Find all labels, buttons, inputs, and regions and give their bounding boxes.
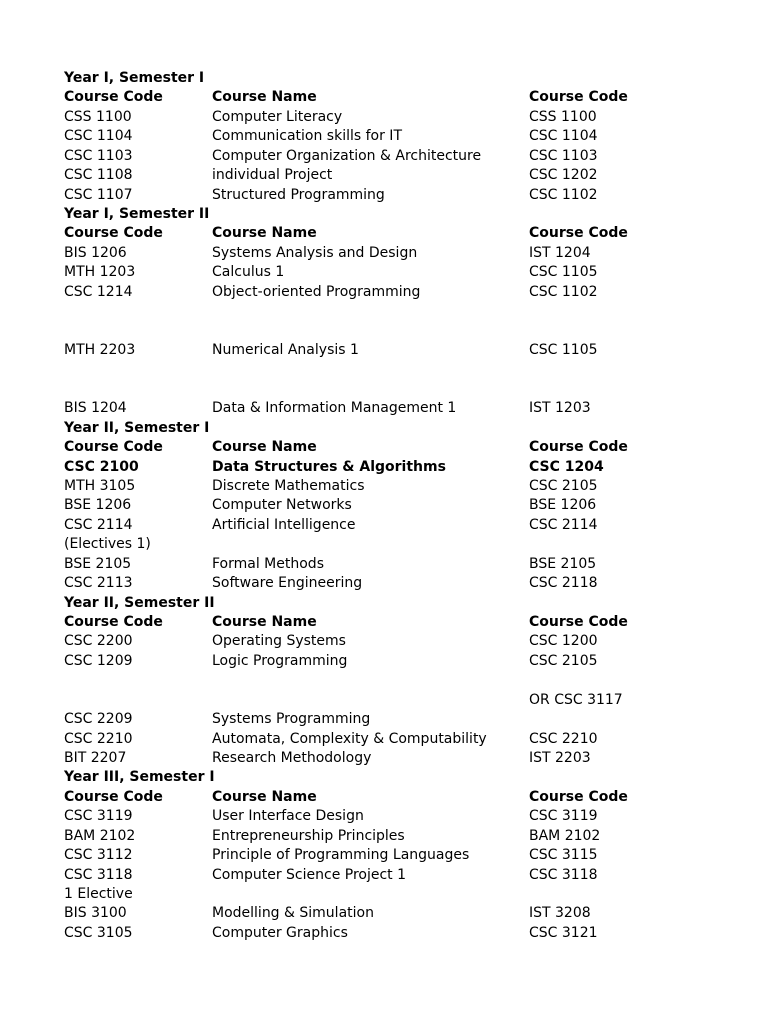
course-code-2: CSC 1200 — [529, 633, 598, 650]
course-row — [0, 476, 768, 496]
elective-note: 1 Elective — [64, 886, 133, 903]
course-row — [0, 806, 768, 826]
course-row — [0, 748, 768, 768]
header-course-code: Course Code — [64, 788, 163, 805]
course-code: CSC 1103 — [64, 147, 133, 164]
course-code-2: CSC 3121 — [529, 924, 598, 941]
course-code-2: CSC 2105 — [529, 478, 598, 495]
course-row — [0, 554, 768, 574]
course-name: Calculus 1 — [212, 264, 285, 281]
course-name: individual Project — [212, 167, 333, 184]
course-code: CSC 2113 — [64, 575, 133, 592]
course-name: User Interface Design — [212, 808, 364, 825]
course-name: Data Structures & Algorithms — [212, 458, 446, 475]
semester-heading: Year I, Semester II — [64, 206, 210, 222]
course-code: MTH 3105 — [64, 478, 136, 495]
course-code: CSC 1214 — [64, 283, 133, 300]
course-name: Structured Programming — [212, 186, 385, 203]
blank-row — [0, 301, 768, 321]
course-code: BIS 1204 — [64, 400, 127, 417]
course-name: Communication skills for IT — [212, 128, 402, 145]
course-code: CSC 2200 — [64, 633, 133, 650]
course-code-2: CSC 1202 — [529, 167, 598, 184]
course-code: CSS 1100 — [64, 108, 132, 125]
elective-note: (Electives 1) — [64, 536, 151, 553]
course-row — [0, 340, 768, 360]
course-row — [0, 398, 768, 418]
course-code-2: OR CSC 3117 — [529, 691, 623, 708]
course-code-2: CSC 1204 — [529, 458, 604, 475]
course-row — [0, 865, 768, 885]
course-code: CSC 2100 — [64, 458, 139, 475]
course-row — [0, 845, 768, 865]
course-code: CSC 1104 — [64, 128, 133, 145]
course-row — [0, 573, 768, 593]
course-code-2: CSC 2114 — [529, 516, 598, 533]
semester-heading-row — [0, 767, 768, 787]
course-code-2: IST 1203 — [529, 400, 591, 417]
course-name: Systems Programming — [212, 711, 371, 728]
course-row — [0, 631, 768, 651]
course-row — [0, 923, 768, 943]
semester-heading-row — [0, 204, 768, 224]
course-name: Computer Graphics — [212, 924, 348, 941]
course-code-2: IST 3208 — [529, 905, 591, 922]
course-code-2: CSC 2118 — [529, 575, 598, 592]
semester-heading: Year II, Semester I — [64, 419, 210, 436]
semester-heading-row — [0, 68, 768, 88]
course-name: Computer Organization & Architecture — [212, 147, 482, 164]
course-code: CSC 3119 — [64, 808, 133, 825]
course-code-2: BSE 1206 — [529, 497, 597, 514]
course-row — [0, 457, 768, 477]
course-code-2: IST 2203 — [529, 750, 591, 767]
course-row — [0, 262, 768, 282]
semester-heading-row — [0, 418, 768, 438]
header-course-code-2: Course Code — [529, 788, 628, 805]
header-course-code-2: Course Code — [529, 225, 628, 242]
course-code: BSE 1206 — [64, 497, 132, 514]
course-code: CSC 2114 — [64, 516, 133, 533]
course-code-2: CSC 2105 — [529, 652, 598, 669]
course-row — [0, 165, 768, 185]
course-code-2: BAM 2102 — [529, 827, 601, 844]
course-code-2: IST 1204 — [529, 244, 591, 261]
column-header-row — [0, 87, 768, 107]
course-code: BIS 1206 — [64, 244, 127, 261]
course-row — [0, 126, 768, 146]
elective-note-row — [0, 534, 768, 554]
course-code: MTH 1203 — [64, 264, 136, 281]
course-code-2: CSC 2210 — [529, 730, 598, 747]
course-code-2: CSC 1105 — [529, 264, 598, 281]
course-code-2: CSC 3119 — [529, 808, 598, 825]
semester-heading: Year III, Semester I — [64, 769, 215, 786]
blank-row — [0, 379, 768, 399]
blank-row — [0, 670, 768, 690]
course-code-2: CSS 1100 — [529, 108, 597, 125]
course-code-2: CSC 1104 — [529, 128, 598, 145]
course-name: Computer Science Project 1 — [212, 866, 407, 883]
course-name: Formal Methods — [212, 555, 324, 572]
course-name: Research Methodology — [212, 750, 372, 767]
course-name: Data & Information Management 1 — [212, 400, 457, 417]
course-code: BIT 2207 — [64, 750, 127, 767]
header-course-code: Course Code — [64, 439, 163, 456]
course-code: CSC 3105 — [64, 924, 133, 941]
column-header-row — [0, 437, 768, 457]
header-course-code-2: Course Code — [529, 89, 628, 106]
course-name: Systems Analysis and Design — [212, 244, 418, 261]
elective-note-row — [0, 884, 768, 904]
header-course-code-2: Course Code — [529, 614, 628, 631]
course-name: Principle of Programming Languages — [212, 847, 470, 864]
course-code: CSC 1108 — [64, 167, 133, 184]
course-name: Logic Programming — [212, 652, 348, 669]
course-row — [0, 690, 768, 710]
course-code: BSE 2105 — [64, 555, 132, 572]
header-course-name: Course Name — [212, 439, 317, 456]
course-code: CSC 2210 — [64, 730, 133, 747]
header-course-name: Course Name — [212, 614, 317, 631]
course-code: CSC 1107 — [64, 186, 133, 203]
semester-heading: Year I, Semester I — [64, 70, 205, 86]
course-name: Computer Literacy — [212, 108, 343, 125]
course-name: Discrete Mathematics — [212, 478, 365, 495]
course-name: Automata, Complexity & Computability — [212, 730, 487, 747]
header-course-code: Course Code — [64, 89, 163, 106]
blank-row — [0, 359, 768, 379]
course-code: CSC 2209 — [64, 711, 133, 728]
course-row — [0, 185, 768, 205]
course-row — [0, 282, 768, 302]
course-code-2: CSC 1102 — [529, 283, 598, 300]
course-name: Software Engineering — [212, 575, 363, 592]
course-code-2: BSE 2105 — [529, 555, 597, 572]
course-code-2: CSC 1105 — [529, 342, 598, 359]
course-code: BAM 2102 — [64, 827, 136, 844]
course-code-2: CSC 3115 — [529, 847, 598, 864]
header-course-code: Course Code — [64, 225, 163, 242]
course-row — [0, 651, 768, 671]
course-code-2: CSC 1103 — [529, 147, 598, 164]
course-name: Artificial Intelligence — [212, 516, 356, 533]
course-row — [0, 826, 768, 846]
course-row — [0, 107, 768, 127]
course-name: Operating Systems — [212, 633, 346, 650]
course-code: CSC 3118 — [64, 866, 133, 883]
header-course-code-2: Course Code — [529, 439, 628, 456]
course-row — [0, 495, 768, 515]
course-row — [0, 903, 768, 923]
course-row — [0, 146, 768, 166]
course-name: Entrepreneurship Principles — [212, 827, 405, 844]
course-code: MTH 2203 — [64, 342, 136, 359]
column-header-row — [0, 612, 768, 632]
course-name: Computer Networks — [212, 497, 352, 514]
course-row — [0, 709, 768, 729]
course-row — [0, 243, 768, 263]
course-code: CSC 3112 — [64, 847, 133, 864]
semester-heading-row — [0, 593, 768, 613]
column-header-row — [0, 223, 768, 243]
course-name: Object-oriented Programming — [212, 283, 421, 300]
course-code-2: CSC 1102 — [529, 186, 598, 203]
column-header-row — [0, 787, 768, 807]
course-code: BIS 3100 — [64, 905, 127, 922]
course-row — [0, 515, 768, 535]
header-course-name: Course Name — [212, 225, 317, 242]
course-name: Modelling & Simulation — [212, 905, 374, 922]
blank-row — [0, 321, 768, 341]
header-course-code: Course Code — [64, 614, 163, 631]
course-code-2: CSC 3118 — [529, 866, 598, 883]
header-course-name: Course Name — [212, 89, 317, 106]
course-name: Numerical Analysis 1 — [212, 342, 359, 359]
header-course-name: Course Name — [212, 788, 317, 805]
semester-heading: Year II, Semester II — [64, 594, 215, 611]
course-row — [0, 729, 768, 749]
course-code: CSC 1209 — [64, 652, 133, 669]
